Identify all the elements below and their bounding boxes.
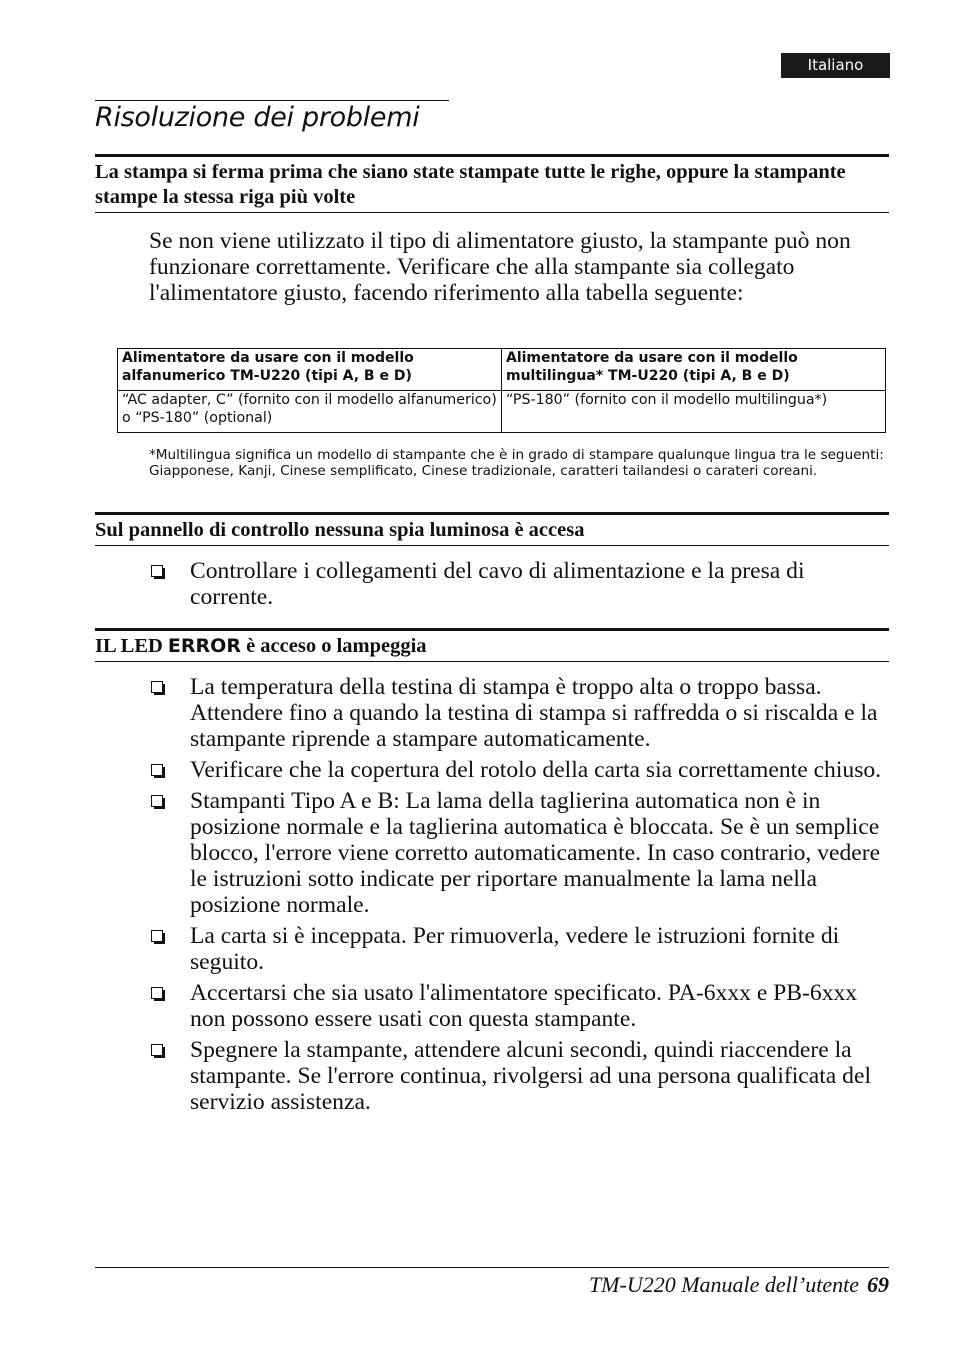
list-item — [149, 788, 891, 918]
list-item — [149, 923, 891, 975]
table-row — [118, 391, 886, 433]
power-supply-table — [117, 348, 886, 433]
list-item — [149, 558, 891, 610]
section-heading-printing-stops: La stampa si ferma prima che siano state stampate tutte le righe, oppure la stampante stampe la stessa riga più volte — [95, 154, 889, 213]
checkbox-bullet-icon — [149, 788, 190, 814]
page-number: 69 — [867, 1272, 889, 1297]
error-led-checklist — [149, 674, 891, 1120]
no-lights-checklist — [149, 558, 891, 615]
heading-prefix: IL LED — [95, 635, 168, 657]
table-header-alphanumeric: Alimentatore da usare con il modello alfanumerico TM-U220 (tipi A, B e D) — [118, 349, 502, 391]
heading-suffix: è acceso o lampeggia — [240, 635, 427, 657]
list-item — [149, 980, 891, 1032]
list-item-text: Spegnere la stampante, attendere alcuni secondi, quindi riaccendere la stampante. Se l'errore continua, rivolgersi ad una persona qualificata del servizio assistenza. — [190, 1037, 872, 1115]
list-item-text: Accertarsi che sia usato l'alimentatore specificato. PA-6xxx e PB-6xxx non possono essere usati con questa stampante. — [190, 980, 858, 1032]
page-title-block — [95, 100, 449, 134]
table-header-multilingual: Alimentatore da usare con il modello multilingua* TM-U220 (tipi A, B e D) — [502, 349, 886, 391]
table-header-row — [118, 349, 886, 391]
list-item-text: La temperatura della testina di stampa è troppo alta o troppo bassa. Attendere fino a quando la testina di stampa si raffredda o si riscalda e la stampante riprende a stampare automaticamente. — [190, 674, 878, 752]
checkbox-bullet-icon — [149, 674, 190, 700]
multilingual-footnote: *Multilingua significa un modello di stampante che è in grado di stampare qualunque lingua tra le seguenti: Giapponese, Kanji, Cinese semplificato, Cinese tradizionale, caratteri tailandesi o carateri coreani. — [149, 447, 884, 479]
list-item-text: Verificare che la copertura del rotolo della carta sia correttamente chiuso. — [190, 757, 882, 783]
power-supply-paragraph: Se non viene utilizzato il tipo di alimentatore giusto, la stampante può non funzionare correttamente. Verificare che alla stampante sia collegato l'alimentatore giusto, facendo riferimento alla tabella seguente: — [149, 228, 851, 306]
checkbox-bullet-icon — [149, 980, 190, 1006]
section-heading-error-led — [95, 628, 889, 662]
list-item — [149, 1037, 891, 1115]
list-item-text: Stampanti Tipo A e B: La lama della taglierina automatica non è in posizione normale e la taglierina automatica è bloccata. Se è un semplice blocco, l'errore viene corretto automaticamente. In caso contrario, vedere le istruzioni sotto indicate per riportare manualmente la lama nella posizione normale. — [190, 788, 881, 918]
language-tab: Italiano — [781, 53, 890, 78]
checkbox-bullet-icon — [149, 923, 190, 949]
page-footer — [589, 1270, 889, 1300]
section-heading-no-lights: Sul pannello di controllo nessuna spia luminosa è accesa — [95, 512, 889, 546]
list-item-text: Controllare i collegamenti del cavo di alimentazione e la presa di corrente. — [190, 558, 805, 610]
table-cell-multilingual: “PS-180” (fornito con il modello multilingua*) — [502, 391, 886, 433]
heading-error-keyword: ERROR — [167, 635, 241, 657]
list-item — [149, 674, 891, 752]
checkbox-bullet-icon — [149, 1037, 190, 1063]
footer-divider — [95, 1267, 889, 1268]
list-item-text: La carta si è inceppata. Per rimuoverla, vedere le istruzioni fornite di seguito. — [190, 923, 840, 975]
table-cell-alphanumeric: “AC adapter, C” (fornito con il modello alfanumerico) o “PS-180” (optional) — [118, 391, 502, 433]
checkbox-bullet-icon — [149, 558, 190, 584]
page-title: Risoluzione dei problemi — [95, 102, 420, 133]
footer-manual-title: TM-U220 Manuale dell’utente — [588, 1272, 859, 1297]
checkbox-bullet-icon — [149, 757, 190, 783]
list-item — [149, 757, 891, 783]
